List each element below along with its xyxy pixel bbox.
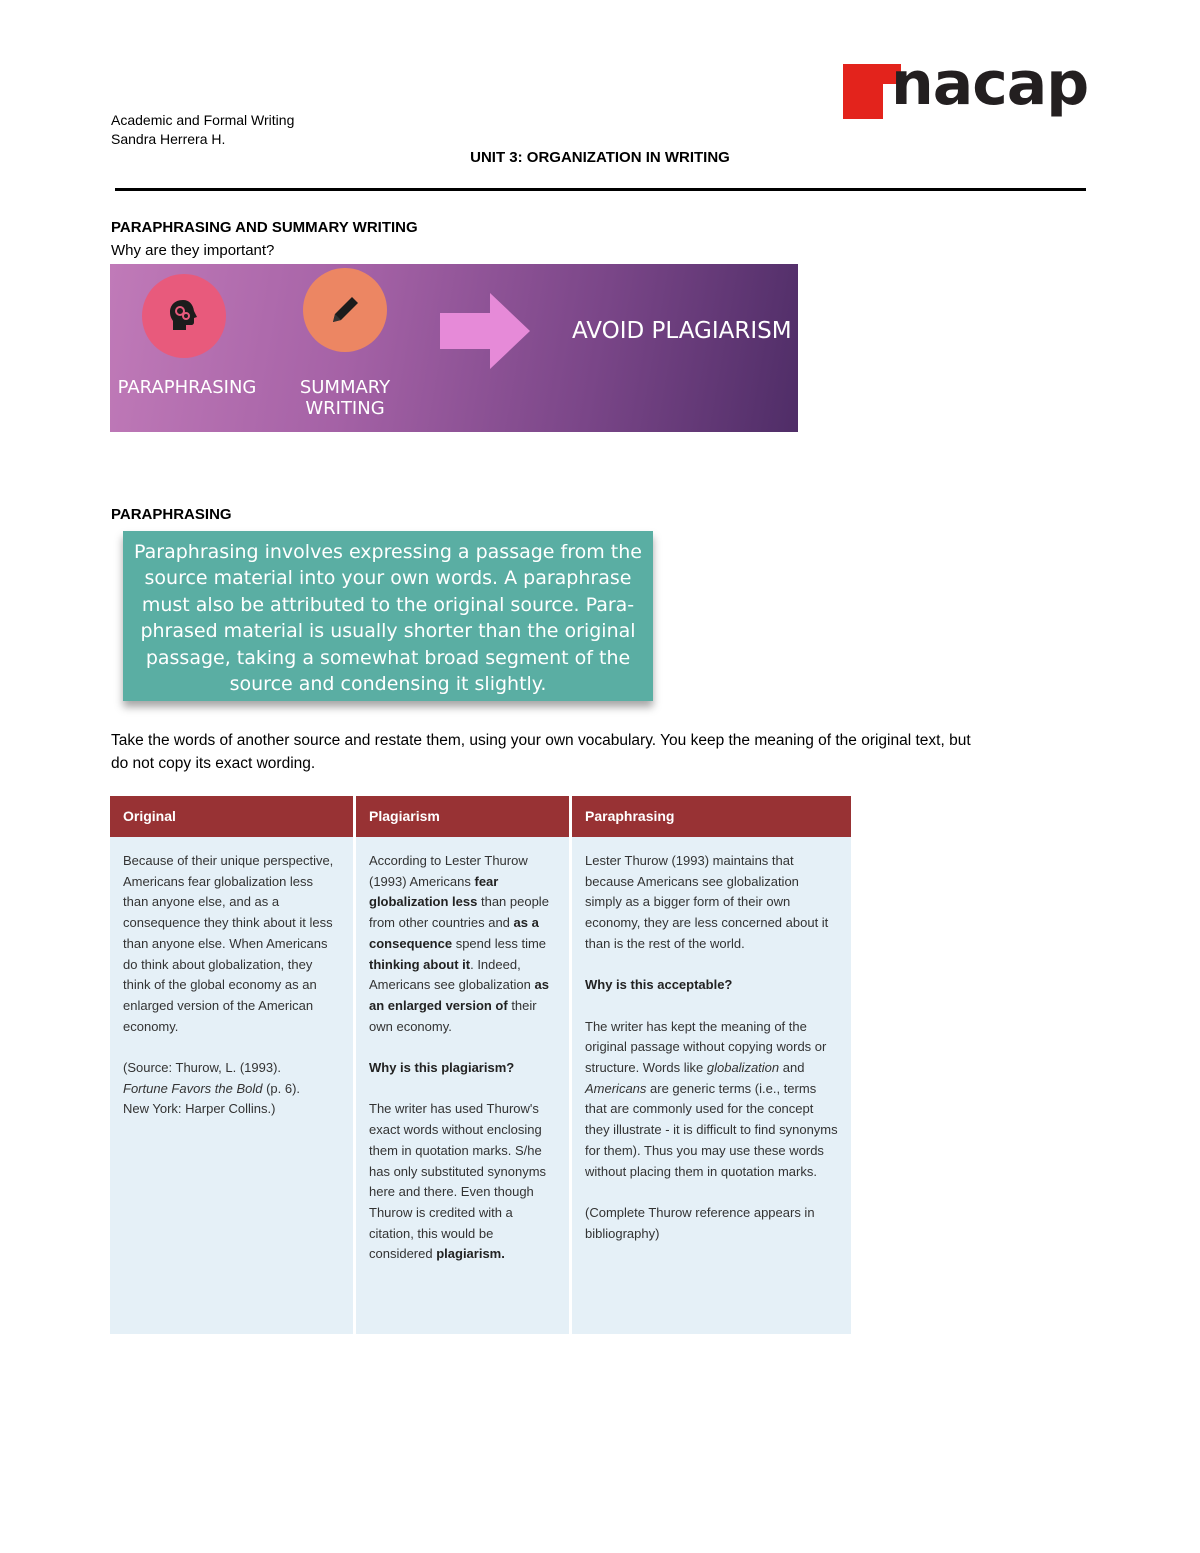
course-name: Academic and Formal Writing xyxy=(111,112,295,128)
paraphrasing-note: (Complete Thurow reference appears in bibliography) xyxy=(585,1204,815,1241)
importance-banner xyxy=(110,264,798,432)
unit-title: UNIT 3: ORGANIZATION IN WRITING xyxy=(470,149,730,166)
definition-line: phrased material is usually shorter than the original xyxy=(140,620,636,643)
paraphrasing-question: Why is this acceptable? xyxy=(585,977,733,993)
paraphrasing-intro xyxy=(111,729,1096,775)
column-header-original: Original xyxy=(110,796,353,837)
comparison-table xyxy=(110,796,851,1334)
plagiarism-question: Why is this plagiarism? xyxy=(369,1060,515,1076)
plagiarism-text: According to Lester Thurow (1993) Americans fear globalization less than people from other countries and as a consequence spend less time thinking about it. Indeed, Americans see globalization as an enlarged version of their own economy. xyxy=(369,853,549,1034)
column-body-paraphrasing xyxy=(572,837,851,1334)
section-title-paraphrasing-summary: PARAPHRASING AND SUMMARY WRITING xyxy=(111,219,418,236)
banner-label-paraphrasing: PARAPHRASING xyxy=(117,377,257,398)
column-paraphrasing xyxy=(572,796,851,1334)
definition-line: passage, taking a somewhat broad segment of the xyxy=(145,646,631,669)
original-text: Because of their unique perspective, Americans fear globalization less than anyone else, and as a consequence they think about it less than anyone else. When Americans do think about globalization, they think of the global economy as an enlarged version of the American economy. xyxy=(123,853,334,1034)
definition-line: Paraphrasing involves expressing a passage from the xyxy=(134,541,642,563)
logo-text: nacap xyxy=(891,49,1089,119)
column-body-plagiarism xyxy=(356,837,569,1334)
column-plagiarism xyxy=(356,796,569,1334)
definition-line: source and condensing it slightly. xyxy=(229,673,547,696)
head-gears-icon xyxy=(142,274,226,358)
section-subtitle: Why are they important? xyxy=(111,242,275,259)
header-divider xyxy=(115,188,1086,191)
arrow-right-icon xyxy=(440,293,530,369)
inacap-logo xyxy=(843,49,1105,134)
original-source: (Source: Thurow, L. (1993). Fortune Favors the Bold (p. 6). New York: Harper Collins.) xyxy=(123,1060,301,1117)
banner-label-writing: WRITING xyxy=(305,398,385,419)
column-original xyxy=(110,796,353,1334)
section-title-paraphrasing: PARAPHRASING xyxy=(111,506,232,523)
pencil-icon xyxy=(303,268,387,352)
definition-line: must also be attributed to the original source. Para- xyxy=(141,593,635,616)
definition-line: source material into your own words. A paraphrase xyxy=(144,567,632,590)
paraphrasing-text: Lester Thurow (1993) maintains that because Americans see globalization simply as a bigger form of their own economy, they are less concerned about it than is the rest of the world. xyxy=(585,853,829,951)
author-name: Sandra Herrera H. xyxy=(111,131,226,147)
intro-line: Take the words of another source and restate them, using your own vocabulary. You keep the meaning of the original text, but xyxy=(111,732,971,749)
intro-line: do not copy its exact wording. xyxy=(111,755,316,772)
column-body-original xyxy=(110,837,353,1334)
paraphrasing-explanation: The writer has kept the meaning of the original passage without copying words or structure. Words like globalization and Americans are generic terms (i.e., terms that are commonly used for the concept they illustrate - it is difficult to find synonyms for them). Thus you may use these words without placing them in quotation marks. xyxy=(585,1018,838,1179)
column-header-plagiarism: Plagiarism xyxy=(356,796,569,837)
banner-label-summary: SUMMARY xyxy=(299,377,391,398)
banner-avoid-plagiarism: AVOID PLAGIARISM xyxy=(572,318,792,344)
column-header-paraphrasing: Paraphrasing xyxy=(572,796,851,837)
plagiarism-explanation: The writer has used Thurow's exact words without enclosing them in quotation marks. S/he has only substituted synonyms here and there. Even though Thurow is credited with a citation, this would be considered plagiarism. xyxy=(369,1101,547,1262)
paraphrasing-definition-box xyxy=(123,531,653,701)
